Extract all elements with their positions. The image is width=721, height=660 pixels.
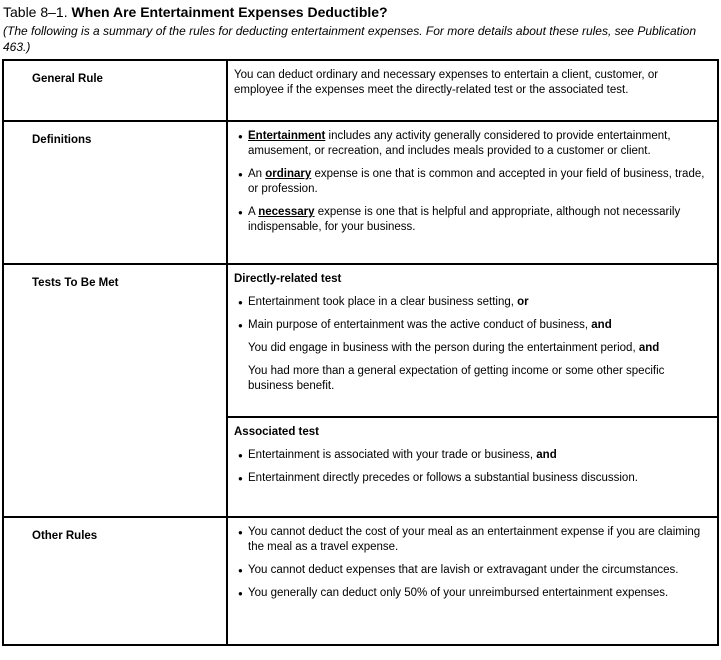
rules-table	[2, 59, 719, 646]
content-section	[228, 61, 717, 106]
item-text	[248, 448, 707, 463]
text-segment: You did engage in business with the person during the entertainment period,	[248, 342, 639, 354]
table-row	[4, 61, 717, 120]
text-segment: expense is one that is helpful and appropriate, although not necessarily indispensable, for your business.	[248, 206, 681, 233]
table-row	[4, 263, 717, 516]
text-segment: A	[248, 206, 259, 218]
text-segment: Main purpose of entertainment was the active conduct of business,	[248, 319, 592, 331]
text-segment: Entertainment is associated with your trade or business,	[248, 449, 537, 461]
bullet-item	[234, 295, 707, 310]
bullet-icon: ●	[238, 451, 243, 460]
item-text	[234, 68, 707, 98]
bullet-icon: ●	[238, 298, 243, 307]
row-content	[228, 265, 717, 516]
text-segment: An	[248, 168, 266, 180]
text-segment: You can deduct ordinary and necessary expenses to entertain a client, customer, or employee if the expenses meet the directly-related test or the associated test.	[234, 69, 659, 96]
text-segment: and	[591, 319, 612, 331]
text-segment: Entertainment directly precedes or follows a substantial business discussion.	[248, 472, 638, 484]
text-segment: You had more than a general expectation of getting income or some other specific business benefit.	[248, 365, 665, 392]
bullet-icon: ●	[238, 528, 243, 537]
text-segment: ordinary	[265, 168, 312, 180]
text-segment: necessary	[258, 206, 315, 218]
bullet-spacer	[234, 364, 248, 394]
item-text	[248, 295, 707, 310]
table-number-label: Table 8–1.	[3, 4, 72, 20]
item-text	[248, 525, 707, 555]
indented-item	[234, 341, 707, 356]
text-segment: You generally can deduct only 50% of your unreimbursed entertainment expenses.	[248, 587, 669, 599]
bullet-item	[234, 318, 707, 333]
row-label: General Rule	[4, 61, 228, 120]
row-content	[228, 61, 717, 120]
text-segment: and	[536, 449, 557, 461]
bullet-icon: ●	[238, 321, 243, 330]
table-title-text: When Are Entertainment Expenses Deductible?	[71, 4, 388, 20]
bullet-item	[234, 471, 707, 486]
bullet-item	[234, 448, 707, 463]
bullet-icon: ●	[238, 132, 243, 141]
page-title	[3, 3, 720, 21]
text-segment: expense is one that is common and accepted in your field of business, trade, or profession.	[248, 168, 705, 195]
row-label: Tests To Be Met	[4, 265, 228, 516]
bullet-icon: ●	[238, 566, 243, 575]
text-segment: or	[517, 296, 529, 308]
item-text	[248, 318, 707, 333]
row-content	[228, 122, 717, 263]
table-row	[4, 120, 717, 263]
text-segment: and	[638, 342, 660, 354]
item-text	[248, 341, 707, 356]
item-text	[248, 129, 707, 159]
bullet-item	[234, 167, 707, 197]
content-section	[228, 416, 717, 516]
bullet-icon: ●	[238, 208, 243, 217]
bullet-item	[234, 129, 707, 159]
item-text	[248, 563, 707, 578]
bullet-item	[234, 525, 707, 555]
table-row	[4, 516, 717, 644]
item-text	[248, 205, 707, 235]
content-section	[228, 265, 717, 416]
item-text	[248, 364, 707, 394]
row-label: Other Rules	[4, 518, 228, 644]
text-segment: You cannot deduct expenses that are lavish or extravagant under the circumstances.	[248, 564, 679, 576]
section-heading: Directly-related test	[234, 273, 342, 285]
section-heading: Associated test	[234, 426, 320, 438]
text-segment: Entertainment took place in a clear business setting,	[248, 296, 518, 308]
text-segment: Entertainment	[248, 130, 326, 142]
row-content	[228, 518, 717, 644]
bullet-item	[234, 205, 707, 235]
row-label: Definitions	[4, 122, 228, 263]
item-text	[248, 471, 707, 486]
bullet-icon: ●	[238, 170, 243, 179]
bullet-spacer	[234, 341, 248, 356]
item-text	[248, 167, 707, 197]
item-text	[248, 586, 707, 601]
content-section	[228, 518, 717, 609]
bullet-item	[234, 563, 707, 578]
bullet-icon: ●	[238, 589, 243, 598]
indented-item	[234, 364, 707, 394]
bullet-item	[234, 586, 707, 601]
paragraph-item	[234, 68, 707, 98]
text-segment: includes any activity generally considered to provide entertainment, amusement, or recreation, and includes meals provided to a customer or client.	[248, 130, 671, 157]
bullet-icon: ●	[238, 474, 243, 483]
content-section	[228, 122, 717, 243]
text-segment: You cannot deduct the cost of your meal as an entertainment expense if you are claiming the meal as a travel expense.	[248, 526, 701, 553]
table-subtitle: (The following is a summary of the rules for deducting entertainment expenses. For more details about these rules, see Publication 463.)	[3, 24, 697, 54]
